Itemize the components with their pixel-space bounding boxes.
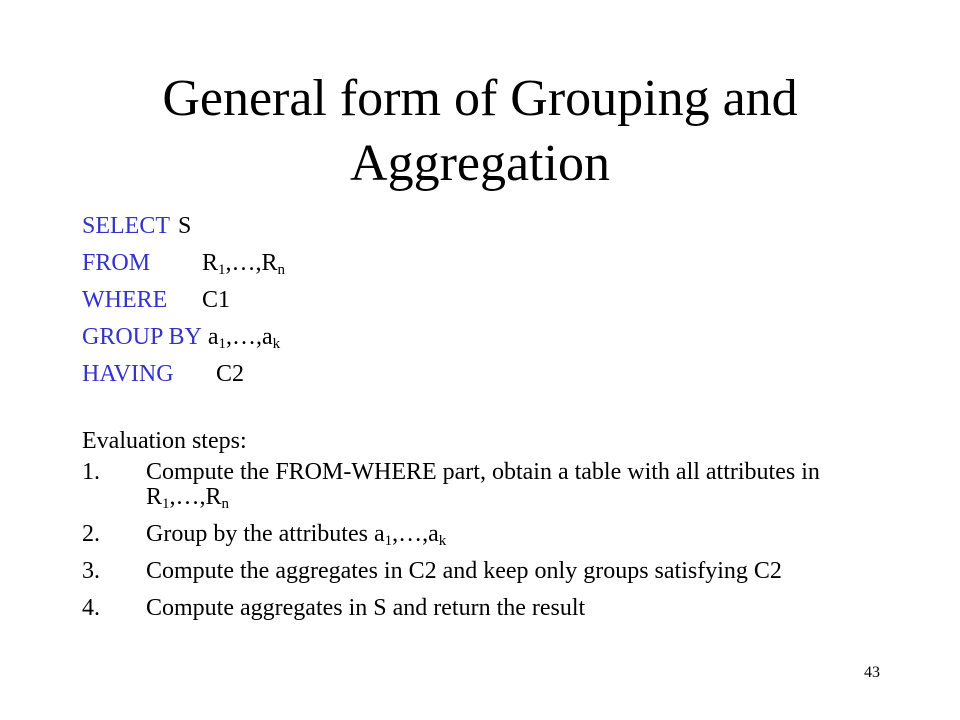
select-argument: S [178, 213, 192, 239]
having-argument: C2 [216, 361, 245, 387]
step-text: Compute the aggregates in C2 and keep only groups satisfying C2 [146, 558, 782, 584]
group-by-keyword: GROUP BY [82, 324, 202, 350]
sql-having-line [82, 356, 285, 393]
sql-template [82, 208, 285, 393]
sql-from-line [82, 245, 285, 282]
sql-where-line [82, 282, 285, 319]
step-number: 1. [82, 459, 100, 485]
sql-select-line [82, 208, 285, 245]
group-by-argument: $a_1,\dots,a_k$ [207, 324, 281, 352]
list-item [82, 522, 902, 547]
select-keyword: SELECT [82, 213, 170, 239]
sql-group-by-line [82, 319, 285, 356]
step-number: 4. [82, 595, 100, 621]
where-keyword: WHERE [82, 287, 168, 313]
step-text: Group by the attributes $a_1,\dots,a_k$ [146, 521, 447, 549]
from-keyword: FROM [82, 250, 151, 276]
having-keyword: HAVING [82, 361, 174, 387]
evaluation-heading: Evaluation steps: [82, 428, 247, 454]
from-argument: $R_1,\dots,R_n$ [202, 250, 286, 278]
evaluation-steps [82, 424, 902, 633]
list-item [82, 460, 902, 510]
list-item [82, 559, 902, 584]
slide-title: General form of Grouping and Aggregation [162, 70, 798, 192]
step-text: Compute aggregates in S and return the result [146, 595, 586, 621]
step-number: 3. [82, 558, 100, 584]
where-argument: C1 [202, 287, 231, 313]
page-number: 43 [864, 664, 880, 681]
step-text: Compute the FROM-WHERE part, obtain a table with all attributes in $R_1,\dots,R_n$ [146, 459, 820, 512]
list-item [82, 596, 902, 621]
step-number: 2. [82, 521, 100, 547]
